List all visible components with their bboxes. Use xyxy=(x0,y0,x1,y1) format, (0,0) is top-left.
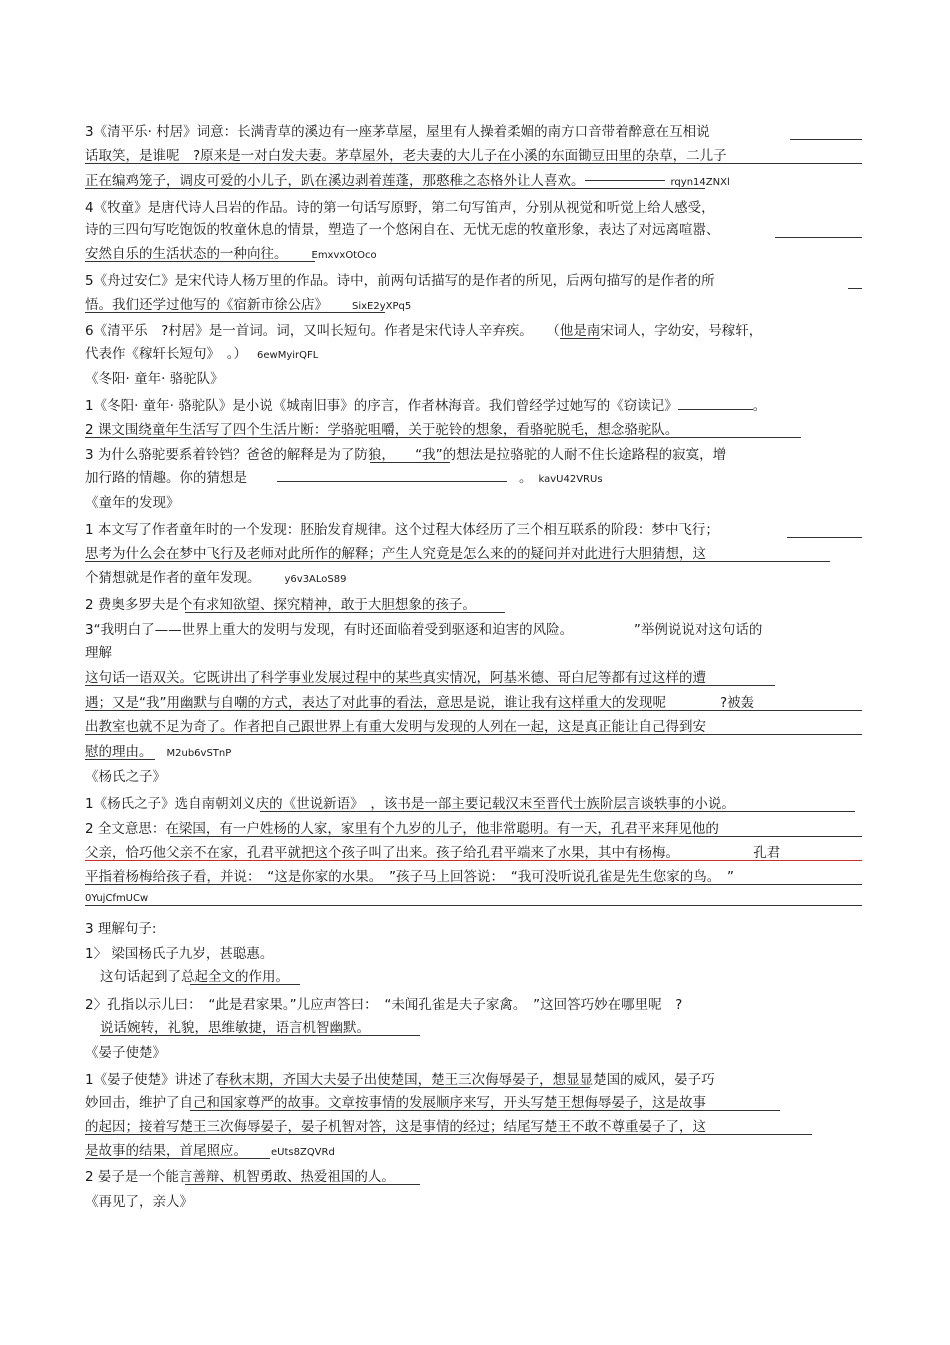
underline xyxy=(85,905,862,906)
doc-code: M2ub6vSTnP xyxy=(166,748,232,759)
text-line: 正在编鸡笼子，调皮可爱的小儿子，趴在溪边剥着莲蓬，那憨稚之态格外让人喜欢。 rqyn14ZNXl xyxy=(85,173,730,189)
section-heading: 《冬阳· 童年· 骆驼队》 xyxy=(85,371,224,387)
text-line: 平指着杨梅给孩子看，并说： “这是你家的水果。 ”孩子马上回答说： “我可没听说孔雀是先生您家的鸟。 ” xyxy=(85,869,734,885)
text-line: 这句话一语双关。它既讲出了科学事业发展过程中的某些真实情况，阿基米德、哥白尼等都有过这样的遭 xyxy=(85,670,706,686)
underline xyxy=(85,884,862,885)
section-heading: 《杨氏之子》 xyxy=(85,769,166,785)
section-heading: 《再见了，亲人》 xyxy=(85,1194,193,1210)
doc-code: y6v3ALoS89 xyxy=(284,574,347,585)
text-line: 1《杨氏之子》选自南朝刘义庆的《世说新语》 ，该书是一部主要记载汉末至晋代士族阶层言谈轶事的小说。 xyxy=(85,796,735,812)
text-line: 2〉孔指以示儿曰： “此是君家果。”儿应声答曰： “未闻孔雀是夫子家禽。 ”这回答巧妙在哪里呢 ? xyxy=(85,997,683,1013)
text-line: 3 为什么骆驼要系着铃铛？爸爸的解释是为了防狼， “我”的想法是拉骆驼的人耐不住长途路程的寂寞，增 xyxy=(85,447,727,463)
text-line: 1《冬阳· 童年· 骆驼队》是小说《城南旧事》的序言，作者林海音。我们曾经学过她写的《窃读记》 。 xyxy=(85,398,767,414)
text-line: 话取笑，是谁呢 ?原来是一对白发夫妻。茅草屋外，老夫妻的大儿子在小溪的东面锄豆田里的杂草，二儿子 xyxy=(85,148,727,164)
text-line: 这句话起到了总起全文的作用。 xyxy=(100,969,289,985)
text-line: 2 全文意思：在梁国，有一户姓杨的人家，家里有个九岁的儿子，他非常聪明。有一天，孔君平来拜见他的 xyxy=(85,821,719,837)
doc-code: 0YujCfmUCw xyxy=(85,893,149,904)
text-line: 6《清平乐 ?村居》是一首词。词，又叫长短句。作者是宋代诗人辛弃疾。 （他是南宋词人，字幼安，号稼轩， xyxy=(85,323,763,339)
text-line: 5《舟过安仁》是宋代诗人杨万里的作品。诗中，前两句话描写的是作者的所见，后两句描写的是作者的所 xyxy=(85,273,715,289)
text-line: 思考为什么会在梦中飞行及老师对此所作的解释；产生人究竟是怎么来的的疑问并对此进行大胆猜想，这 xyxy=(85,546,706,562)
red-underline xyxy=(85,860,862,861)
doc-code: EmxvxOtOco xyxy=(311,250,377,261)
text-line: 遇；又是“我”用幽默与自嘲的方式，表达了对此事的看法，意思是说，谁让我有这样重大的发现呢 ?被轰 xyxy=(85,695,755,711)
doc-code: 6ewMyirQFL xyxy=(257,350,319,361)
underline xyxy=(260,811,855,812)
text-line: 3“我明白了——世界上重大的发明与发现，有时还面临着受到驱逐和迫害的风险。 ”举例说说对这句话的 xyxy=(85,622,763,638)
text-line: 2 课文围绕童年生活写了四个生活片断：学骆驼咀嚼，关于驼铃的想象，看骆驼脱毛，想念骆驼队。 xyxy=(85,422,679,438)
underline xyxy=(85,261,315,262)
text-line: 的起因；接着写楚王三次侮辱晏子，晏子机智对答，这是事情的经过；结尾写楚王不敢不尊重晏子了，这 xyxy=(85,1119,706,1135)
underline xyxy=(85,437,801,438)
underline xyxy=(85,710,862,711)
underline xyxy=(190,1110,780,1111)
text-line: 父亲，恰巧他父亲不在家，孔君平就把这个孩子叫了出来。孩子给孔君平端来了水果，其中有杨梅。 孔君 xyxy=(85,845,781,861)
text-line: 悟。我们还学过他写的《宿新市徐公店》 SixE2yXPq5 xyxy=(85,297,412,313)
text-line: 加行路的情趣。你的猜想是 。 kavU42VRUs xyxy=(85,470,603,486)
blank-line xyxy=(787,537,862,538)
text-line: 1〉 梁国杨氏子九岁，甚聪惠。 xyxy=(85,946,274,962)
blank-line xyxy=(790,139,862,140)
section-heading: 《童年的发现》 xyxy=(85,495,180,511)
text-line: 妙回击，维护了自己和国家尊严的故事。文章按事情的发展顺序来写，开头写楚王想侮辱晏子，这是故事 xyxy=(85,1095,706,1111)
underline xyxy=(85,759,155,760)
text-line: 3 理解句子: xyxy=(85,921,157,937)
underline xyxy=(85,312,385,313)
underline xyxy=(190,984,300,985)
underline xyxy=(85,163,862,164)
blank-line xyxy=(370,462,450,463)
doc-code: kavU42VRUs xyxy=(538,474,603,485)
text-line: 个猜想就是作者的童年发现。 y6v3ALoS89 xyxy=(85,570,347,586)
underline xyxy=(85,1134,812,1135)
underline xyxy=(185,612,505,613)
text-line: 1 本文写了作者童年时的一个发现：胚胎发育规律。这个过程大体经历了三个相互联系的阶段：梦中飞行； xyxy=(85,522,719,538)
text-line: 3《清平乐· 村居》词意：长满青草的溪边有一座茅草屋，屋里有人操着柔媚的南方口音带着醉意在互相说 xyxy=(85,124,710,140)
blank-line xyxy=(560,338,600,339)
underline xyxy=(100,1035,420,1036)
text-line: 慰的理由。 M2ub6vSTnP xyxy=(85,744,232,760)
underline xyxy=(85,561,830,562)
section-heading: 《晏子使楚》 xyxy=(85,1045,166,1061)
underline xyxy=(85,685,775,686)
text-line: 2 费奥多罗夫是个有求知欲望、探究精神，敢于大胆想象的孩子。 xyxy=(85,597,476,613)
doc-code: eUts8ZQVRd xyxy=(271,1147,335,1158)
text-line: 说话婉转，礼貌，思维敏捷，语言机智幽默。 xyxy=(100,1020,370,1036)
text-line: 4《牧童》是唐代诗人吕岩的作品。诗的第一句话写原野，第二句写笛声，分别从视觉和听觉上给人感受， xyxy=(85,200,715,216)
text-line: 代表作《稼轩长短句》 。） 6ewMyirQFL xyxy=(85,346,319,362)
underline xyxy=(220,1087,590,1088)
underline xyxy=(85,734,862,735)
text-line: 理解 xyxy=(85,645,112,661)
underline xyxy=(85,1158,270,1159)
underline xyxy=(185,1184,420,1185)
text-line: 出教室也就不足为奇了。作者把自己跟世界上有重大发明与发现的人列在一起，这是真正能让自己得到安 xyxy=(85,719,706,735)
doc-code: rqyn14ZNXl xyxy=(670,177,730,188)
text-line: 诗的三四句写吃饱饭的牧童休息的情景，塑造了一个悠闲自在、无忧无虑的牧童形象，表达了对远离喧嚣、 xyxy=(85,222,720,238)
text-line: 1《晏子使楚》讲述了春秋末期，齐国大夫晏子出使楚国，楚王三次侮辱晏子，想显显楚国的威风，晏子巧 xyxy=(85,1072,715,1088)
blank-line xyxy=(848,288,862,289)
text-line: 安然自乐的生活状态的一种向往。 EmxvxOtOco xyxy=(85,246,377,262)
text-line: 是故事的结果，首尾照应。 eUts8ZQVRd xyxy=(85,1143,335,1159)
underline xyxy=(170,836,862,837)
doc-code: SixE2yXPq5 xyxy=(352,301,412,312)
underline xyxy=(85,188,705,189)
blank-line xyxy=(775,237,862,238)
text-line: 2 晏子是一个能言善辩、机智勇敢、热爱祖国的人。 xyxy=(85,1169,395,1185)
